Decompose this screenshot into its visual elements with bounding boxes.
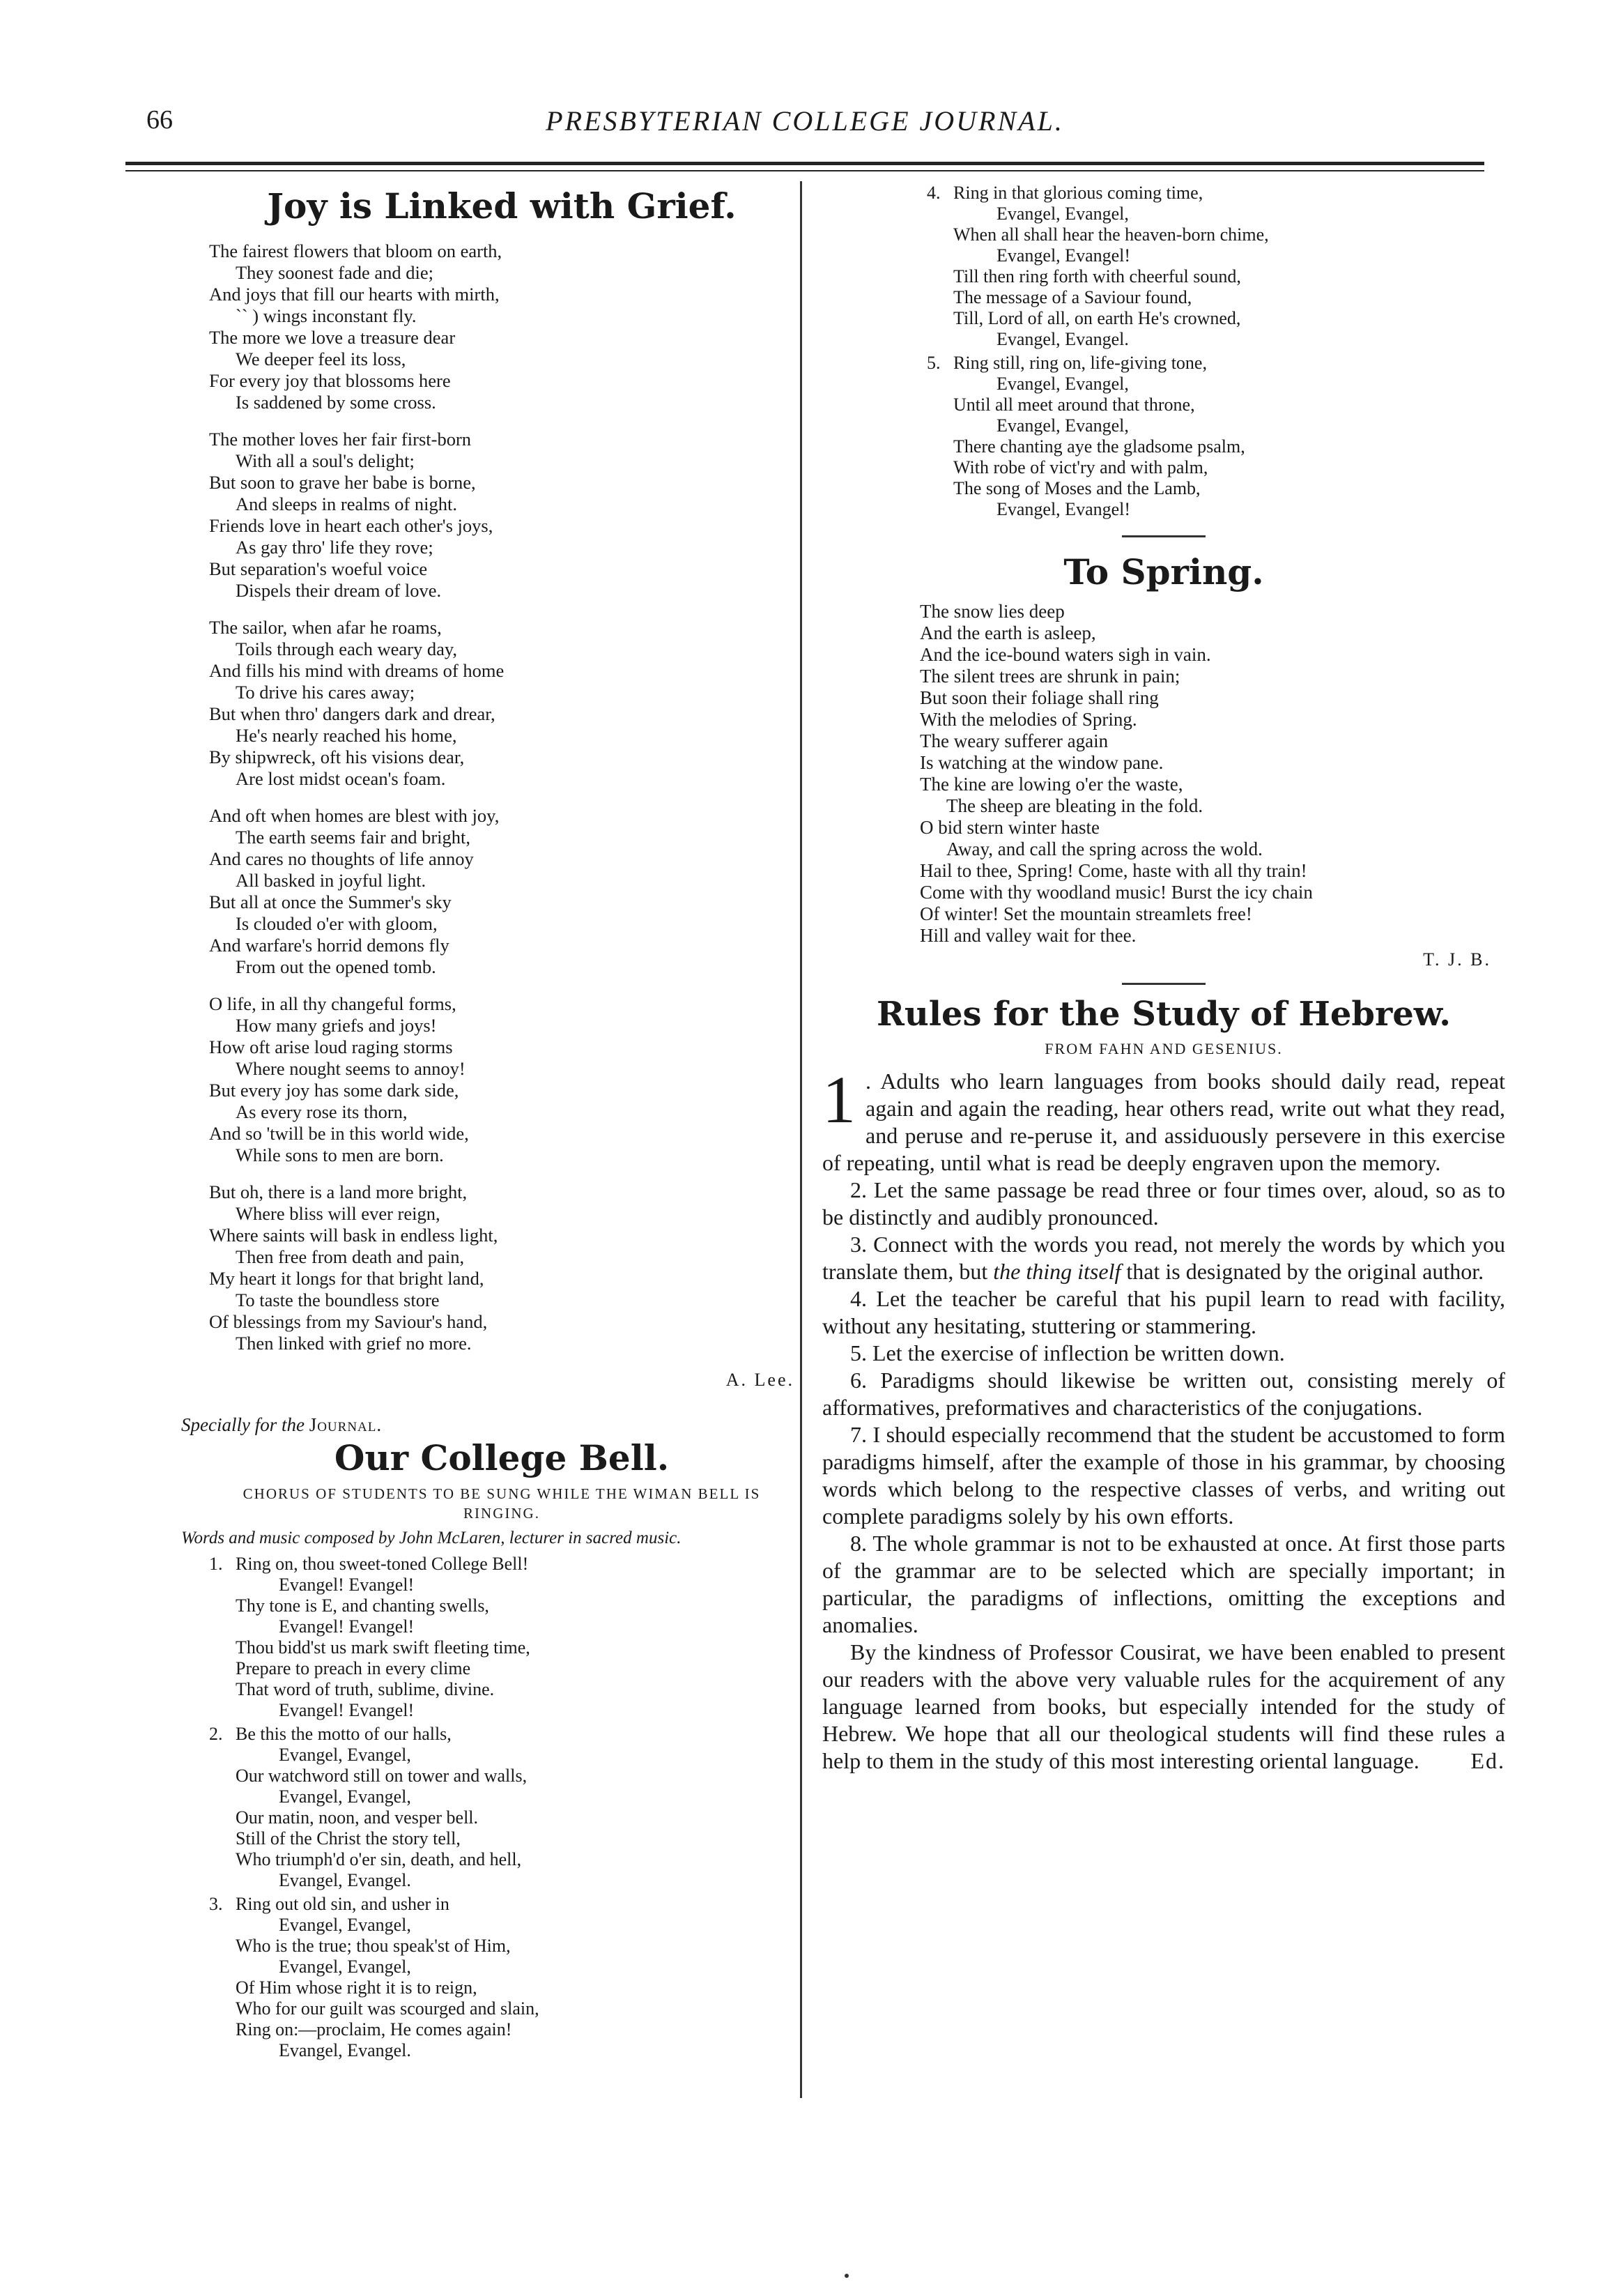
poem-line: Where bliss will ever reign, [236,1203,440,1224]
song-line [209,1724,794,1745]
college-bell-subtitle: CHORUS OF STUDENTS TO BE SUNG WHILE THE WIMAN BELL IS RINGING. [243,1485,761,1522]
poem-line: And warfare's horrid demons fly [209,935,449,956]
poem-line: The weary sufferer again [920,730,1109,751]
song-line-text: Be this the motto of our halls, [236,1724,452,1744]
poem-line: As gay thro' life they rove; [236,537,433,558]
right-column [822,183,1505,1775]
song-line-text: Ring out old sin, and usher in [236,1894,449,1914]
poem-line: And the ice-bound waters sigh in vain. [920,644,1211,665]
poem-line: Is clouded o'er with gloom, [236,913,438,934]
poem-line: Hill and valley wait for thee. [920,925,1137,946]
poem-line: The earth seems fair and bright, [236,827,471,848]
poem-line: With the melodies of Spring. [920,709,1137,730]
poem-line: And sleeps in realms of night. [236,493,457,514]
stanza [209,429,794,602]
rule-3-text-a: 3. Connect with the words you read, not merely the words by which you translate them, but [822,1231,1505,1284]
song-line-text: Ring in that glorious coming time, [953,183,1203,203]
spring-poem-body [920,601,1505,947]
song-line: Of Him whose right it is to reign, [236,1977,477,1998]
poem-line: All basked in joyful light. [236,870,426,891]
left-column [181,183,794,2064]
song-verse [927,353,1505,520]
editor-signature: Ed. [1470,1747,1505,1773]
stanza [209,240,794,413]
poem-line: Where nought seems to annoy! [236,1058,465,1079]
song-line: Evangel, Evangel, [279,1745,411,1765]
song-verse [209,1894,794,2061]
song-line: Evangel! Evangel! [279,1700,415,1720]
section-divider [1122,983,1206,985]
song-line: Evangel, Evangel! [996,245,1131,266]
closing-note-text: By the kindness of Professor Cousirat, we have been enabled to present our readers with the above very valuable rules for the acquirement of any language learned from books, but especially intended for the study of Hebrew. We hope that all our theological students will find these rules a help to them in the study of this most interesting oriental language. [822,1639,1505,1773]
song-line: Who for our guilt was scourged and slain, [236,1998,539,2019]
stanza [209,617,794,790]
specially-note-italic: Specially for the [181,1414,305,1435]
hebrew-rules-body [822,1062,1505,1775]
poem-line: But all at once the Summer's sky [209,891,452,912]
song-line: Still of the Christ the story tell, [236,1828,461,1849]
poem-line: To taste the boundless store [236,1289,440,1310]
song-line: Evangel, Evangel. [279,1870,411,1890]
song-line: Our matin, noon, and vesper bell. [236,1807,479,1828]
song-line: Evangel! Evangel! [279,1575,415,1595]
song-line: Evangel, Evangel, [279,1786,411,1807]
poem-line: The snow lies deep [920,601,1065,622]
song-line [209,1554,794,1575]
poem-line: My heart it longs for that bright land, [209,1268,484,1289]
stanza [209,993,794,1166]
song-line-text: Ring on, thou sweet-toned College Bell! [236,1554,529,1574]
song-line: That word of truth, sublime, divine. [236,1679,495,1699]
song-line: Evangel, Evangel, [996,374,1129,394]
song-line: There chanting aye the gladsome psalm, [953,436,1245,457]
poem-line: Of winter! Set the mountain streamlets free! [920,903,1252,924]
college-bell-verses-left [209,1554,794,2061]
poem-line: Where saints will bask in endless light, [209,1225,498,1246]
song-line [209,1894,794,1915]
song-line: Till, Lord of all, on earth He's crowned, [953,308,1241,328]
song-line: When all shall hear the heaven-born chime, [953,224,1269,245]
song-verse [927,183,1505,350]
poem-line: O bid stern winter haste [920,817,1100,838]
song-line: Evangel, Evangel, [996,415,1129,436]
poem-line: The sailor, when afar he roams, [209,617,442,638]
song-line [927,183,1505,204]
poem-line: And cares no thoughts of life annoy [209,848,474,869]
song-verse [209,1554,794,1721]
poem-line: But soon their foliage shall ring [920,687,1159,708]
poem-line: `` ) wings inconstant fly. [236,305,417,326]
verse-number: 3. [209,1894,223,1914]
page-header [125,105,1484,146]
poem-line: We deeper feel its loss, [236,349,406,369]
poem-line: To drive his cares away; [236,682,415,703]
poem-line: Is watching at the window pane. [920,752,1164,773]
poem-line: And joys that fill our hearts with mirth, [209,284,500,305]
song-line: Evangel, Evangel! [996,499,1131,519]
joy-poem-title: Joy is Linked with Grief. [267,185,737,227]
poem-line: Then linked with grief no more. [236,1333,472,1354]
footer-mark [845,2274,849,2278]
song-line: Ring on:—proclaim, He comes again! [236,2019,512,2039]
poem-line: They soonest fade and die; [236,262,434,283]
poem-line: From out the opened tomb. [236,956,436,977]
song-line: Until all meet around that throne, [953,395,1195,415]
poem-line: As every rose its thorn, [236,1101,408,1122]
song-line-text: Ring still, ring on, life-giving tone, [953,353,1207,373]
song-line: Evangel, Evangel, [279,1957,411,1977]
poem-line: Hail to thee, Spring! Come, haste with all thy train! [920,860,1307,881]
rule-3-italic: the thing itself [993,1258,1121,1284]
poem-line: He's nearly reached his home, [236,725,457,746]
specially-note-journal: Journal. [309,1414,383,1435]
song-line: The song of Moses and the Lamb, [953,478,1201,498]
poem-line: The fairest flowers that bloom on earth, [209,240,502,261]
poem-line: But when thro' dangers dark and drear, [209,703,495,724]
rule-5: 5. Let the exercise of inflection be written down. [850,1340,1285,1365]
poem-line: Dispels their dream of love. [236,580,442,601]
poem-line: But every joy has some dark side, [209,1080,459,1101]
poem-line: The more we love a treasure dear [209,327,456,348]
song-line: Who is the true; thou speak'st of Him, [236,1936,511,1956]
poem-line: Of blessings from my Saviour's hand, [209,1311,488,1332]
poem-line: For every joy that blossoms here [209,370,451,391]
header-rule-thin [125,170,1484,171]
poem-line: How oft arise loud raging storms [209,1036,453,1057]
song-line: Who triumph'd o'er sin, death, and hell, [236,1849,522,1869]
rule-1-numeral: 1 [822,1062,856,1137]
song-line: Prepare to preach in every clime [236,1658,471,1678]
song-line: Evangel, Evangel. [279,2040,411,2060]
song-verse [209,1724,794,1891]
poem-line: With all a soul's delight; [236,450,415,471]
poem-line: Then free from death and pain, [236,1246,465,1267]
poem-line: By shipwreck, oft his visions dear, [209,747,465,767]
rule-2: 2. Let the same passage be read three or four times over, aloud, so as to be distinctly and audibly pronounced. [822,1177,1505,1230]
closing-note [822,1639,1505,1775]
poem-line: Come with thy woodland music! Burst the icy chain [920,882,1313,903]
verse-number: 2. [209,1724,223,1744]
song-line: Our watchword still on tower and walls, [236,1766,528,1786]
poem-line: O life, in all thy changeful forms, [209,993,456,1014]
song-line: Evangel, Evangel. [996,329,1129,349]
rule-7: 7. I should especially recommend that the student be accustomed to form paradigms himself, after the example of those in his grammar, by choosing words which belong to the respective classes of verbs, and writing out complete paradigms solely by his own efforts. [822,1421,1505,1529]
song-line: Evangel, Evangel, [279,1915,411,1935]
poem-line: While sons to men are born. [236,1145,444,1165]
verse-number: 5. [927,353,941,373]
journal-title: PRESBYTERIAN COLLEGE JOURNAL. [546,105,1064,137]
poem-line: And oft when homes are blest with joy, [209,805,500,826]
stanza [209,1181,794,1354]
page-number: 66 [146,105,173,135]
hebrew-rules-source: FROM FAHN AND GESENIUS. [1045,1039,1283,1057]
rule-3-text-b: that is designated by the original author. [1126,1258,1484,1284]
poem-line: The kine are lowing o'er the waste, [920,774,1183,795]
college-bell-credit: Words and music composed by John McLaren, lecturer in sacred music. [181,1529,682,1547]
college-bell-verses-right [927,183,1505,520]
song-line: Thou bidd'st us mark swift fleeting time, [236,1637,530,1658]
rule-1 [822,1062,1505,1177]
poem-line: Friends love in heart each other's joys, [209,515,493,536]
stanza [209,805,794,978]
section-divider [1122,535,1206,537]
song-line [927,353,1505,374]
song-line: Evangel! Evangel! [279,1616,415,1637]
spring-poem-author: T. J. B. [1423,949,1491,970]
poem-line: Away, and call the spring across the wold. [946,839,1263,859]
poem-line: The silent trees are shrunk in pain; [920,666,1180,687]
poem-line: And the earth is asleep, [920,622,1096,643]
poem-line: But separation's woeful voice [209,558,428,579]
college-bell-title: Our College Bell. [334,1437,670,1478]
rule-3 [822,1231,1505,1285]
song-line: Till then ring forth with cheerful sound, [953,266,1241,286]
column-divider [800,181,802,2098]
verse-number: 4. [927,183,941,203]
rule-4: 4. Let the teacher be careful that his pupil learn to read with facility, without any hesitating, stuttering or stammering. [822,1285,1505,1338]
song-line: Thy tone is E, and chanting swells, [236,1595,489,1616]
song-line: Evangel, Evangel, [996,204,1129,224]
poem-line: The mother loves her fair first-born [209,429,472,450]
poem-line: And so 'twill be in this world wide, [209,1123,469,1144]
song-line: With robe of vict'ry and with palm, [953,457,1208,477]
poem-line: Is saddened by some cross. [236,392,436,413]
spring-poem-title: To Spring. [1063,551,1264,592]
poem-line: How many griefs and joys! [236,1015,437,1036]
hebrew-rules-title: Rules for the Study of Hebrew. [876,995,1452,1034]
rule-8: 8. The whole grammar is not to be exhausted at once. At first those parts of the grammar are to be selected which are specially important; in particular, the paradigms of inflections, omitting the exceptions and anomalies. [822,1530,1505,1637]
joy-poem-body [209,240,794,1354]
poem-line: The sheep are bleating in the fold. [946,795,1203,816]
rule-6: 6. Paradigms should likewise be written out, consisting merely of afformatives, preformatives and characteristics of the conjugations. [822,1367,1505,1420]
poem-line: Are lost midst ocean's foam. [236,768,446,789]
verse-number: 1. [209,1554,223,1574]
joy-poem-author: A. Lee. [725,1370,794,1390]
rule-1-text: . Adults who learn languages from books should daily read, repeat again and again the reading, hear others read, write out what they read, and peruse and re-peruse it, and assiduously persevere in this exercise of repeating, until what is read be deeply engraven upon the memory. [822,1068,1505,1175]
poem-line: But soon to grave her babe is borne, [209,472,476,493]
header-rule-thick [125,162,1484,165]
poem-line: Toils through each weary day, [236,638,457,659]
poem-line: But oh, there is a land more bright, [209,1181,468,1202]
poem-line: And fills his mind with dreams of home [209,660,505,681]
specially-note [181,1414,794,1436]
song-line: The message of a Saviour found, [953,287,1192,307]
